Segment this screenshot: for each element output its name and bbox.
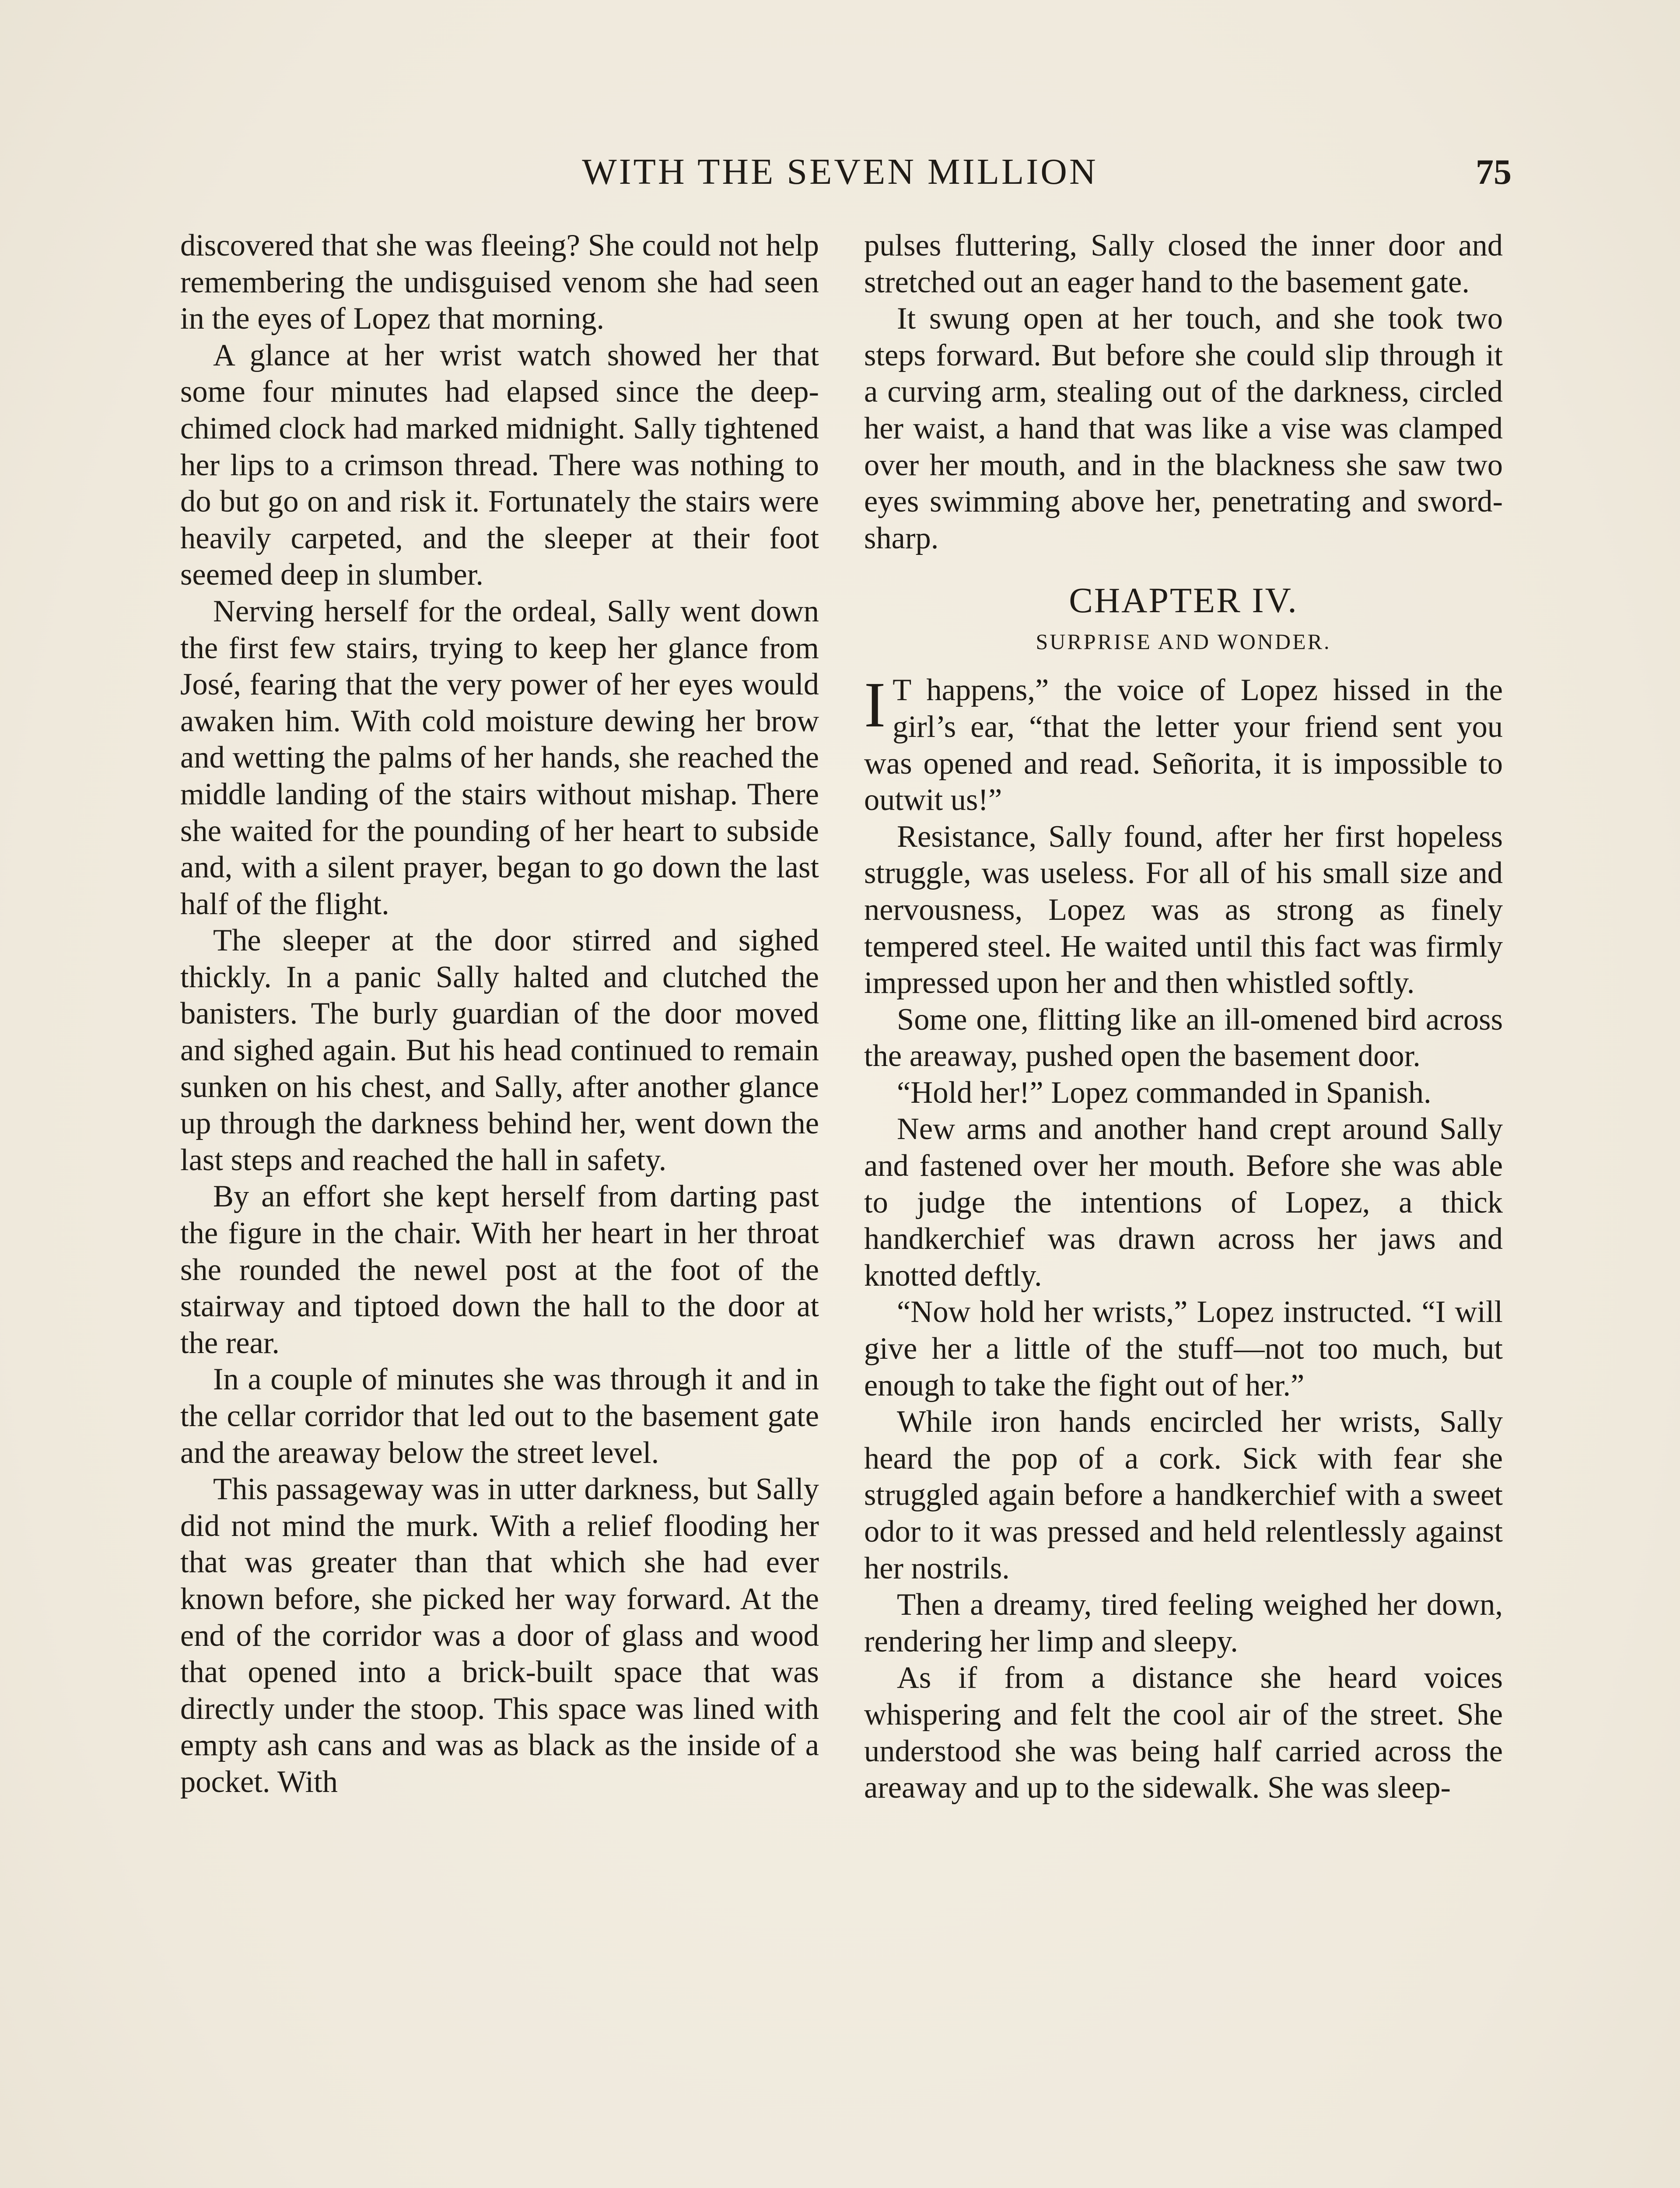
paragraph: discovered that she was fleeing? She could not help remembering the undisguised venom she had seen in the eyes of Lopez that morning. <box>180 228 819 336</box>
right-column <box>864 228 1503 1806</box>
paragraph: Then a dreamy, tired feeling weighed her down, rendering her limp and sleepy. <box>864 1588 1503 1659</box>
paragraph: Nerving herself for the ordeal, Sally went down the first few stairs, trying to keep her glance from José, fearing that the very power of her eyes would awaken him. With cold moisture dewing her brow and wetting the palms of her hands, she reached the middle landing of the stairs without mishap. There she waited for the pounding of her heart to subside and, with a silent prayer, began to go down the last half of the flight. <box>180 594 819 921</box>
paragraph: The sleeper at the door stirred and sighed thickly. In a panic Sally halted and clutched the banisters. The burly guardian of the door moved and sighed again. But his head continued to remain sunken on his chest, and Sally, after another glance up through the darkness behind her, went down the last steps and reached the hall in safety. <box>180 923 819 1177</box>
drop-cap: I <box>864 669 886 741</box>
chapter-subtitle: SURPRISE AND WONDER. <box>1036 629 1331 654</box>
left-column <box>180 228 819 1801</box>
paragraph: A glance at her wrist watch showed her that some four minutes had elapsed since the deep-chimed clock had marked midnight. Sally tightened her lips to a crimson thread. There was nothing to do but go on and risk it. Fortunately the stairs were heavily carpeted, and the sleeper at their foot seemed deep in slumber. <box>180 338 819 592</box>
page-number: 75 <box>1476 152 1512 192</box>
paragraph: In a couple of minutes she was through it and in the cellar corridor that led out to the basement gate and the areaway below the street level. <box>180 1362 819 1470</box>
paragraph: As if from a distance she heard voices whispering and felt the cool air of the street. She understood she was being half carried across the areaway and up to the sidewalk. She was sleep- <box>864 1661 1503 1805</box>
paragraph: While iron hands encircled her wrists, Sally heard the pop of a cork. Sick with fear she struggled again before a handkerchief with a sweet odor to it was pressed and held relentlessly against her nostrils. <box>864 1405 1503 1585</box>
running-head <box>0 148 1680 196</box>
chapter-opening-paragraph <box>864 669 1503 818</box>
paragraph: By an effort she kept herself from darting past the figure in the chair. With her heart in her throat she rounded the newel post at the foot of the stairway and tiptoed down the hall to the door at the rear. <box>180 1179 819 1360</box>
paragraph: “Now hold her wrists,” Lopez instructed. “I will give her a little of the stuff—not too much, but enough to take the fight out of her.” <box>864 1295 1503 1403</box>
paragraph: pulses fluttering, Sally closed the inner door and stretched out an eager hand to the basement gate. <box>864 228 1503 299</box>
paragraph: This passageway was in utter darkness, but Sally did not mind the murk. With a relief flooding her that was greater than that which she had ever known before, she picked her way forward. At the end of the corridor was a door of glass and wood that opened into a brick-built space that was directly under the stoop. This space was lined with empty ash cans and was as black as the inside of a pocket. With <box>180 1472 819 1799</box>
paragraph: Some one, flitting like an ill-omened bird across the areaway, pushed open the basement door. <box>864 1002 1503 1073</box>
paragraph: “Hold her!” Lopez commanded in Spanish. <box>897 1075 1432 1110</box>
chapter-heading: CHAPTER IV. <box>1069 580 1298 621</box>
opening-text: T happens,” the voice of Lopez hissed in the girl’s ear, “that the letter your friend sent you was opened and read. Señorita, it is impossible to outwit us!” <box>864 673 1503 817</box>
paragraph: New arms and another hand crept around Sally and fastened over her mouth. Before she was able to judge the intentions of Lopez, a thick handkerchief was drawn across her jaws and knotted deftly. <box>864 1112 1503 1293</box>
paragraph: Resistance, Sally found, after her first hopeless struggle, was useless. For all of his small size and nervousness, Lopez was as strong as finely tempered steel. He waited until this fact was firmly impressed upon her and then whistled softly. <box>864 819 1503 1000</box>
running-title: WITH THE SEVEN MILLION <box>582 151 1098 192</box>
paragraph: It swung open at her touch, and she took two steps forward. But before she could slip through it a curving arm, stealing out of the darkness, circled her waist, a hand that was like a vise was clamped over her mouth, and in the blackness she saw two eyes swimming above her, penetrating and sword-sharp. <box>864 302 1503 555</box>
